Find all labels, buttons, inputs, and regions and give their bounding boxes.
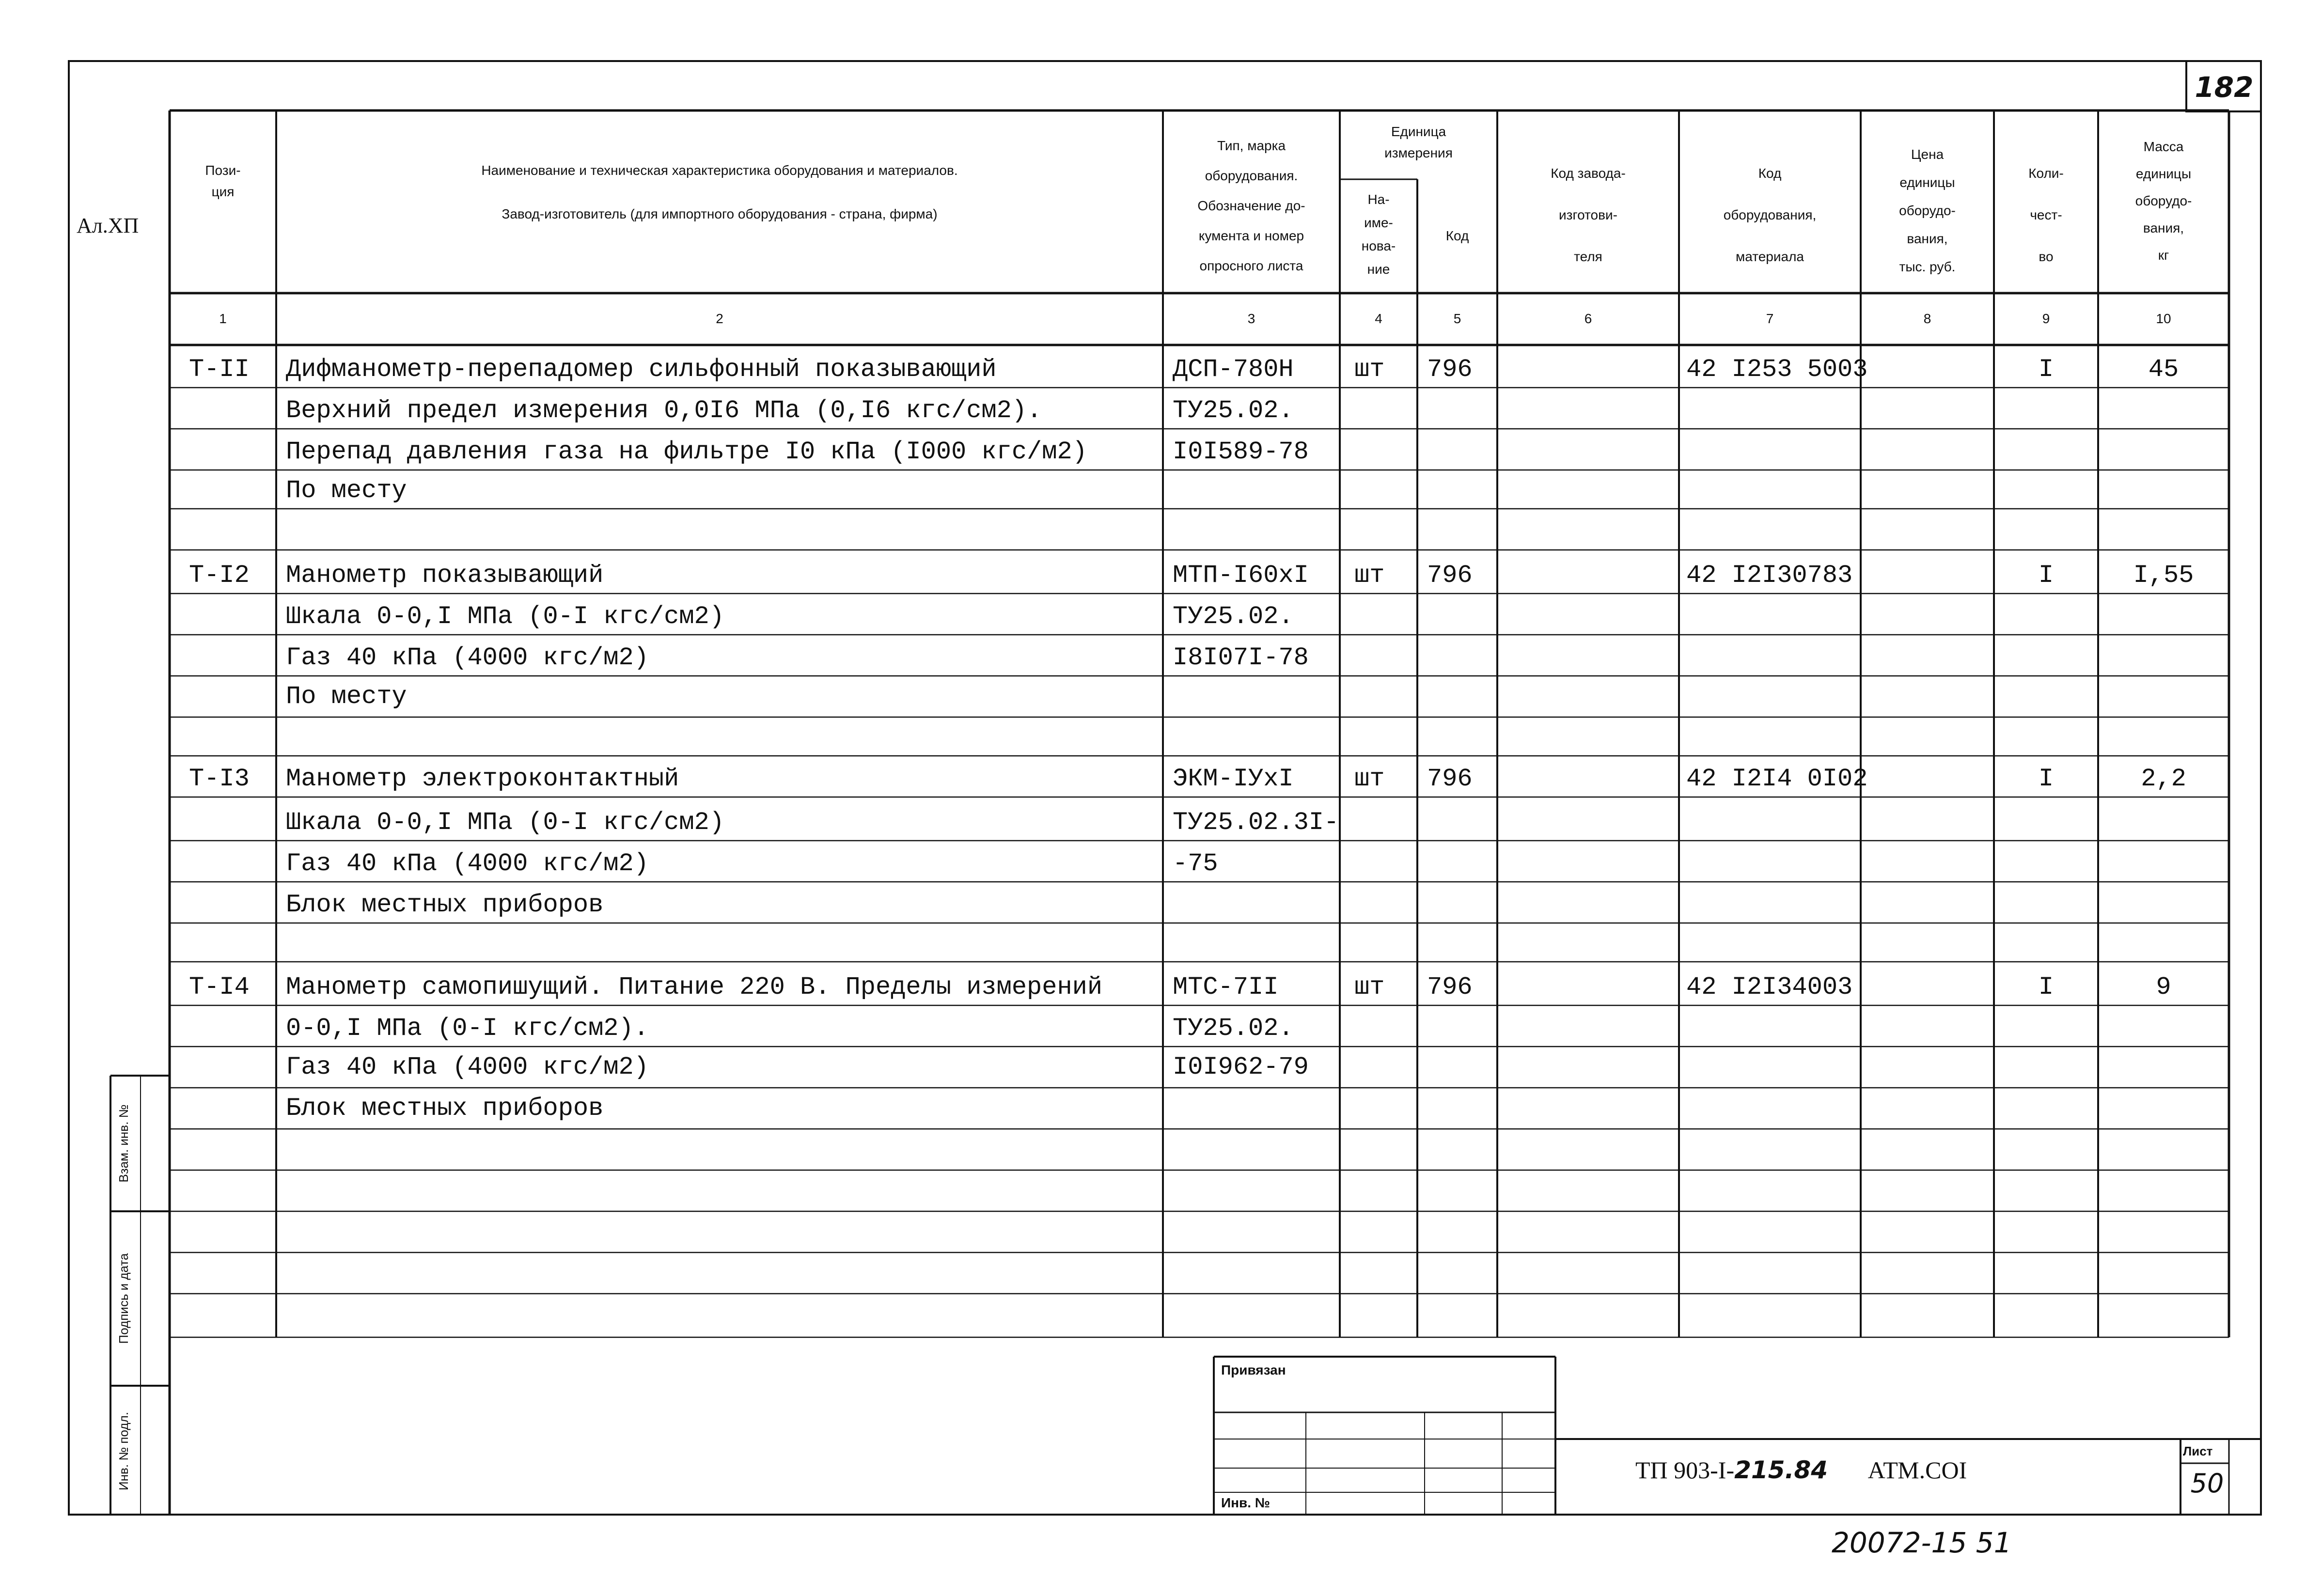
list-number: 50 bbox=[2190, 1468, 2224, 1499]
header-type: Тип, марка оборудования. Обозначение до- кумента и номер опросного листа bbox=[1197, 138, 1305, 273]
row-unit: шт bbox=[1354, 355, 1385, 384]
col-number-8: 8 bbox=[1923, 311, 1931, 326]
row-type: ТУ25.02. bbox=[1173, 1014, 1294, 1043]
row-type: -75 bbox=[1173, 849, 1218, 878]
col-number-5: 5 bbox=[1453, 311, 1461, 326]
row-unit-code: 796 bbox=[1427, 355, 1473, 384]
row-name: По месту bbox=[286, 682, 407, 711]
header-position: Пози- ция bbox=[205, 163, 241, 199]
row-unit: шт bbox=[1354, 765, 1385, 793]
row-name: Манометр самопишущий. Питание 220 В. Пределы измерений bbox=[286, 973, 1103, 1001]
side-label-inv: Инв. № подл. bbox=[116, 1412, 131, 1490]
col-number-2: 2 bbox=[716, 311, 723, 326]
row-mass: I,55 bbox=[2133, 561, 2194, 590]
row-type: МТС-7II bbox=[1173, 973, 1279, 1001]
row-equipment-code: 42 I2I34003 bbox=[1686, 973, 1853, 1001]
row-type: ЭКМ-IУхI bbox=[1173, 765, 1294, 793]
col-number-4: 4 bbox=[1375, 311, 1382, 326]
row-type: I8I07I-78 bbox=[1173, 643, 1309, 672]
album-label: Ал.XП bbox=[77, 214, 139, 237]
row-unit-code: 796 bbox=[1427, 973, 1473, 1001]
row-mass: 9 bbox=[2156, 973, 2171, 1001]
row-type: ТУ25.02.3I- bbox=[1173, 808, 1339, 837]
doc-suffix: АТМ.СОI bbox=[1867, 1456, 1967, 1484]
row-name: Манометр электроконтактный bbox=[286, 765, 679, 793]
row-name: Шкала 0-0,I МПа (0-I кгс/см2) bbox=[286, 808, 724, 837]
row-name: Газ 40 кПа (4000 кгс/м2) bbox=[286, 1053, 649, 1081]
header-factory-code: Код завода- изготови- теля bbox=[1551, 166, 1626, 264]
row-mass: 2,2 bbox=[2141, 765, 2186, 793]
row-name: Верхний предел измерения 0,0I6 МПа (0,I6 кгс/см2). bbox=[286, 396, 1042, 425]
bottom-number: 20072-15 51 bbox=[1832, 1526, 2012, 1559]
row-name: Блок местных приборов bbox=[286, 1094, 604, 1123]
col-number-6: 6 bbox=[1584, 311, 1592, 326]
row-unit-code: 796 bbox=[1427, 561, 1473, 590]
doc-prefix: ТП 903-I- bbox=[1635, 1456, 1735, 1484]
row-equipment-code: 42 I2I30783 bbox=[1686, 561, 1853, 590]
row-equipment-code: 42 I2I4 0I02 bbox=[1686, 765, 1868, 793]
row-name: Дифманометр-перепадомер сильфонный показывающий bbox=[286, 355, 997, 384]
side-label-vzam: Взам. инв. № bbox=[116, 1104, 131, 1183]
header-price: Цена единицы оборудо- вания, тыс. руб. bbox=[1899, 147, 1956, 274]
col-number-7: 7 bbox=[1766, 311, 1774, 326]
col-number-1: 1 bbox=[219, 311, 227, 326]
row-position: Т-I4 bbox=[189, 973, 250, 1001]
header-quantity: Коли- чест- во bbox=[2028, 166, 2064, 264]
row-name: Газ 40 кПа (4000 кгс/м2) bbox=[286, 849, 649, 878]
header-name-line2: Завод-изготовитель (для импортного оборудования - страна, фирма) bbox=[502, 206, 938, 221]
list-label: Лист bbox=[2183, 1444, 2213, 1458]
header-unit-code: Код bbox=[1445, 228, 1469, 243]
row-type: I0I962-79 bbox=[1173, 1053, 1309, 1081]
row-type: МТП-I60хI bbox=[1173, 561, 1309, 590]
doc-handwritten: 215.84 bbox=[1734, 1456, 1828, 1484]
row-quantity: I bbox=[2038, 765, 2054, 793]
row-unit: шт bbox=[1354, 561, 1385, 590]
row-name: Блок местных приборов bbox=[286, 891, 604, 919]
row-type: ТУ25.02. bbox=[1173, 396, 1294, 425]
row-mass: 45 bbox=[2148, 355, 2179, 384]
row-name: Перепад давления газа на фильтре I0 кПа (I000 кгс/м2) bbox=[286, 438, 1087, 466]
row-type: ДСП-780Н bbox=[1173, 355, 1294, 384]
row-position: Т-I2 bbox=[189, 561, 250, 590]
header-equipment-code: Код оборудования, материала bbox=[1723, 166, 1817, 264]
row-quantity: I bbox=[2038, 355, 2054, 384]
document-designation bbox=[1635, 1456, 1967, 1484]
header-unit-name: На- име- нова- ние bbox=[1361, 192, 1396, 277]
sheet-number-top: 182 bbox=[2195, 71, 2254, 104]
header-mass: Масса единицы оборудо- вания, кг bbox=[2135, 139, 2192, 263]
header-name-line1: Наименование и техническая характеристика оборудования и материалов. bbox=[481, 163, 958, 178]
col-number-9: 9 bbox=[2042, 311, 2050, 326]
row-quantity: I bbox=[2038, 561, 2054, 590]
row-equipment-code: 42 I253 5003 bbox=[1686, 355, 1868, 384]
col-number-10: 10 bbox=[2156, 311, 2171, 326]
row-type: ТУ25.02. bbox=[1173, 602, 1294, 631]
row-unit-code: 796 bbox=[1427, 765, 1473, 793]
row-name: 0-0,I МПа (0-I кгс/см2). bbox=[286, 1014, 649, 1043]
row-name: Манометр показывающий bbox=[286, 561, 604, 590]
row-position: Т-II bbox=[189, 355, 250, 384]
row-position: Т-I3 bbox=[189, 765, 250, 793]
header-unit-group: Единица измерения bbox=[1384, 124, 1453, 160]
stamp-privyazan: Привязан bbox=[1221, 1362, 1286, 1377]
row-type: I0I589-78 bbox=[1173, 438, 1309, 466]
row-unit: шт bbox=[1354, 973, 1385, 1001]
row-name: Шкала 0-0,I МПа (0-I кгс/см2) bbox=[286, 602, 724, 631]
row-quantity: I bbox=[2038, 973, 2054, 1001]
stamp-inv-no: Инв. № bbox=[1221, 1495, 1271, 1510]
col-number-3: 3 bbox=[1247, 311, 1255, 326]
row-name: Газ 40 кПа (4000 кгс/м2) bbox=[286, 643, 649, 672]
side-label-podpis: Подпись и дата bbox=[116, 1253, 131, 1344]
row-name: По месту bbox=[286, 476, 407, 505]
